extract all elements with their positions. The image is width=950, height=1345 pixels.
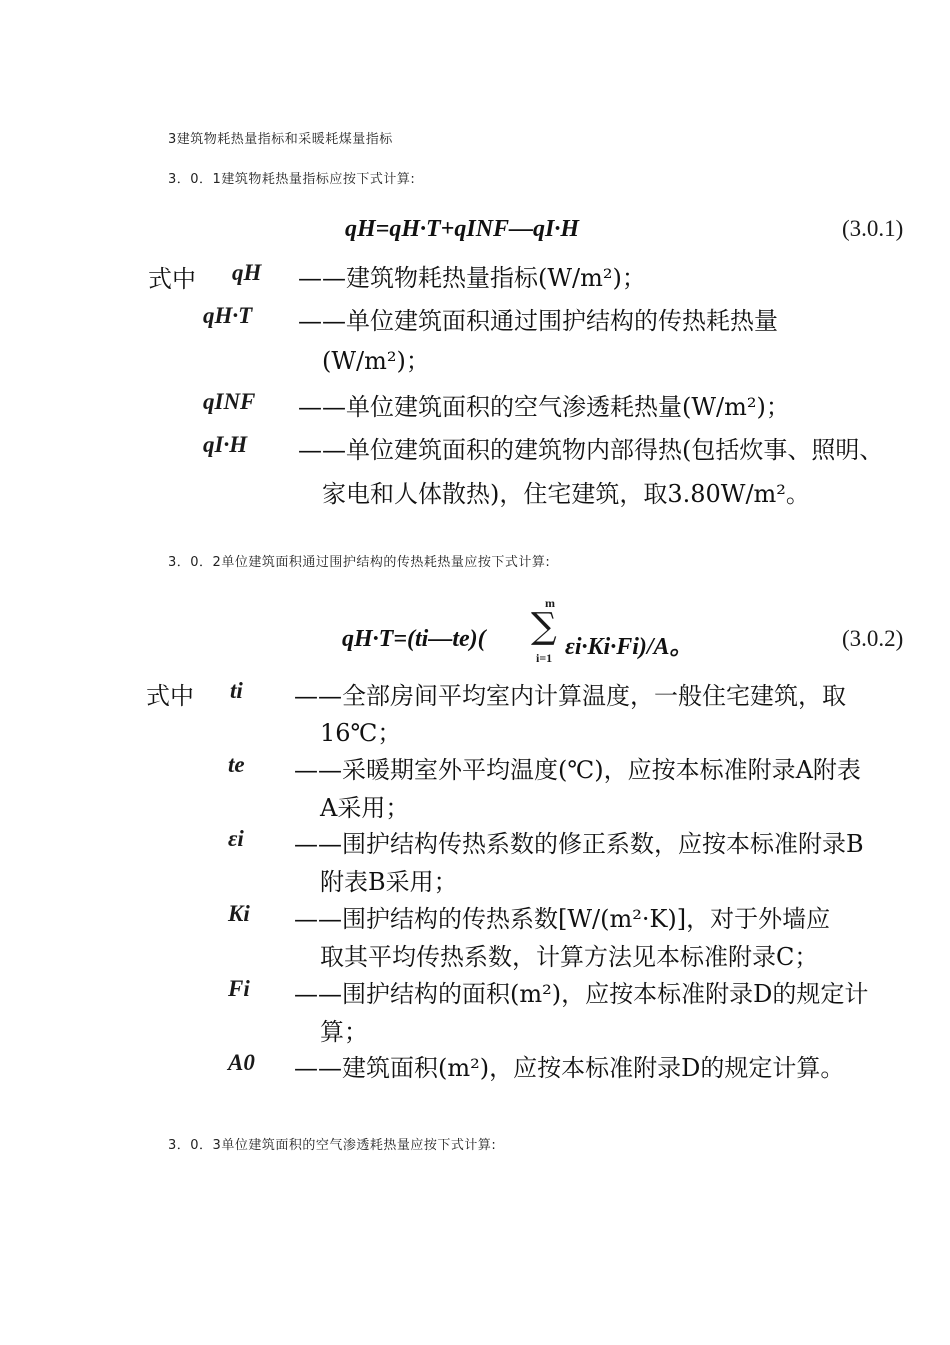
definition-qHT-line1: ——单位建筑面积通过围护结构的传热耗热量 bbox=[298, 307, 778, 335]
where-label-2: 式中 bbox=[146, 682, 194, 710]
definition-ti-line2: 16℃； bbox=[320, 719, 402, 747]
sigma-symbol: ∑ bbox=[531, 606, 557, 647]
equation-3-0-1: qH=qH·T+qINF—qI·H bbox=[345, 216, 580, 242]
definition-qHT-line2: (W/m²)； bbox=[322, 347, 430, 375]
symbol-epsilon-i: εi bbox=[228, 826, 244, 851]
equation-number-3-0-1: (3.0.1) bbox=[842, 216, 904, 241]
definition-qH: ——建筑物耗热量指标(W/m²)； bbox=[298, 264, 646, 292]
definition-Ki-line1: ——围护结构的传热系数[W/(m²·K)]，对于外墙应 bbox=[294, 905, 831, 933]
section-heading: 3建筑物耗热量指标和采暖耗煤量指标 bbox=[168, 132, 393, 147]
clause-3-0-3-intro: 3．0．3单位建筑面积的空气渗透耗热量应按下式计算: bbox=[168, 1138, 497, 1153]
symbol-A0: A0 bbox=[228, 1050, 255, 1075]
symbol-Fi: Fi bbox=[228, 976, 250, 1001]
definition-te-line2: A采用； bbox=[320, 794, 410, 822]
definition-epsilon-i-line1: ——围护结构传热系数的修正系数，应按本标准附录B bbox=[294, 830, 864, 858]
definition-qINF: ——单位建筑面积的空气渗透耗热量(W/m²)； bbox=[298, 393, 790, 421]
equation-3-0-2-left: qH·T=(ti—te)( bbox=[342, 626, 486, 652]
definition-A0: ——建筑面积(m²)，应按本标准附录D的规定计算。 bbox=[294, 1054, 845, 1082]
symbol-qH: qH bbox=[232, 260, 262, 285]
symbol-qINF: qINF bbox=[203, 389, 256, 414]
definition-Fi-line2: 算； bbox=[320, 1018, 368, 1046]
definition-te-line1: ——采暖期室外平均温度(℃)，应按本标准附录A附表 bbox=[294, 756, 861, 784]
symbol-qIH: qI·H bbox=[203, 432, 248, 457]
clause-3-0-2-intro: 3．0．2单位建筑面积通过围护结构的传热耗热量应按下式计算: bbox=[168, 555, 551, 570]
clause-3-0-1-intro: 3．0．1建筑物耗热量指标应按下式计算: bbox=[168, 172, 416, 187]
equation-3-0-2-right: εi·Ki·Fi)/A。 bbox=[565, 634, 694, 660]
symbol-qHT: qH·T bbox=[203, 303, 253, 328]
definition-qIH-line2: 家电和人体散热)，住宅建筑，取3.80W/m²。 bbox=[322, 480, 810, 508]
definition-Ki-line2: 取其平均传热系数，计算方法见本标准附录C； bbox=[320, 943, 819, 971]
symbol-ti: ti bbox=[230, 678, 243, 703]
definition-qIH-line1: ——单位建筑面积的建筑物内部得热(包括炊事、照明、 bbox=[298, 436, 884, 464]
definition-ti-line1: ——全部房间平均室内计算温度，一般住宅建筑，取 bbox=[294, 682, 846, 710]
sigma-upper-limit: m bbox=[545, 596, 555, 610]
equation-number-3-0-2: (3.0.2) bbox=[842, 626, 904, 651]
symbol-Ki: Ki bbox=[228, 901, 250, 926]
symbol-te: te bbox=[228, 752, 245, 777]
where-label-1: 式中 bbox=[148, 265, 196, 293]
definition-Fi-line1: ——围护结构的面积(m²)，应按本标准附录D的规定计 bbox=[294, 980, 869, 1008]
definition-epsilon-i-line2: 附表B采用； bbox=[320, 868, 458, 896]
sigma-lower-limit: i=1 bbox=[536, 651, 553, 665]
